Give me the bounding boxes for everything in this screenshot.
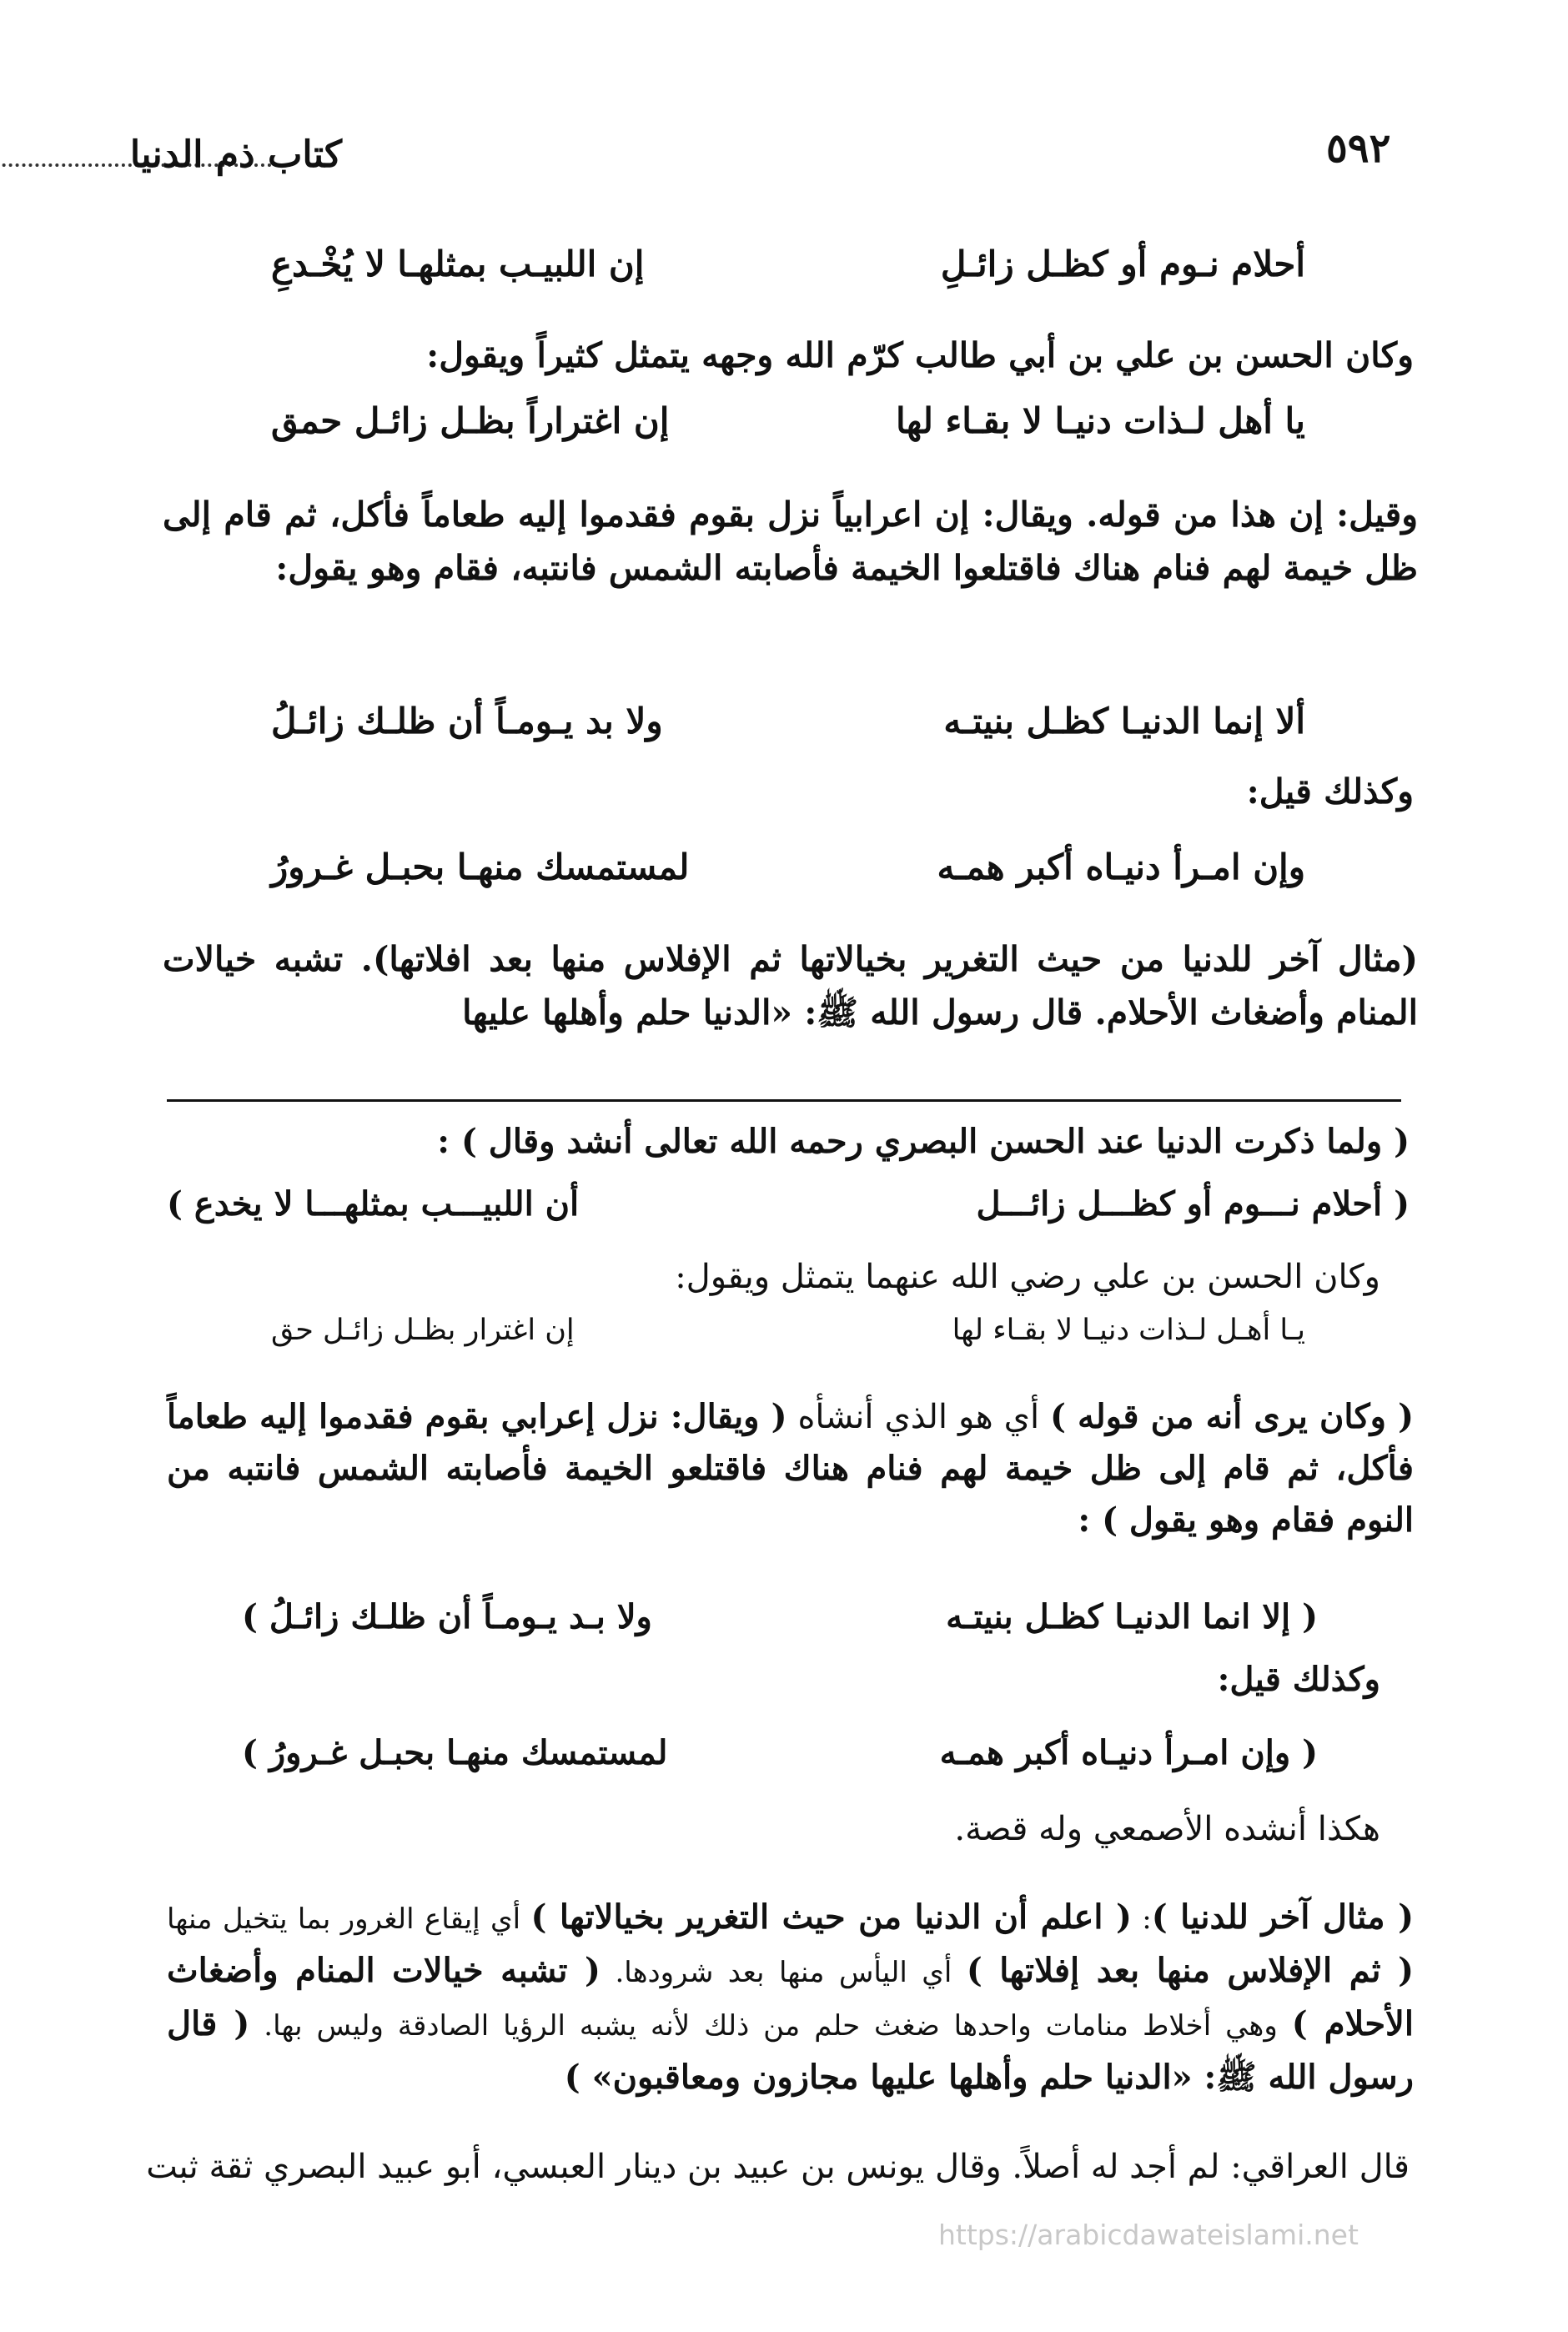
commentary-line-11: قال العراقي: لم أجد له أصلاً. وقال يونس بن عبيد بن دينار العبسي، أبو عبيد البصري ثقة ثبت (146, 2148, 1410, 2186)
commentary-quote: ( ثم الإفلاس منها بعد إفلاتها ) (966, 1951, 1414, 1990)
verse-hemistich-left: أن اللبيـــب بمثلهـــا لا يخدع ) (167, 1184, 580, 1224)
commentary-quote: ( وكان يرى أنه من قوله ) (1049, 1397, 1415, 1436)
verse-hemistich-right: يـا أهـل لـذات دنيـا لا بقـاء لها (952, 1314, 1305, 1347)
verse-hemistich-left: ولا بـد يـومـاً أن ظلـك زائـلُ ) (242, 1597, 652, 1636)
verse-hemistich-left: لمستمسك منهـا بحبـل غـرورُ ) (242, 1733, 668, 1772)
commentary-gloss: وهي أخلاط منامات واحدها ضغث حلم من ذلك لأنه يشبه الرؤيا الصادقة وليس بها. (249, 2009, 1292, 2043)
paragraph-2: وقيل: إن هذا من قوله. ويقال: إن اعرابياً نزل بقوم فقدموا إليه طعاماً فأكل، ثم قام إلى ظل خيمة لهم فنام هناك فاقتلعوا الخيمة فأصابته الشمس فانتبه، فقام وهو يقول: (163, 495, 1418, 588)
commentary-verse-1 (167, 1184, 1410, 1234)
running-title: كتاب ذم الدنيا (129, 133, 342, 176)
verse-hemistich-right: يا أهل لـذات دنيـا لا بقـاء لها (895, 400, 1305, 441)
verse-2 (271, 400, 1305, 450)
verse-hemistich-right: ألا إنما الدنيـا كظـل بنيتـه (943, 701, 1305, 741)
footnote-divider (167, 1099, 1401, 1102)
verse-hemistich-right: وإن امـرأ دنيـاه أكبر همـه (937, 847, 1305, 887)
commentary-quote: ( تشبه خيالات المنام وأضغاث الأحلام ) (167, 1951, 1414, 2043)
commentary-verse-4 (242, 1733, 1318, 1783)
commentary-gloss: : (1131, 1902, 1152, 1936)
verse-hemistich-right: ( وإن امـرأ دنيـاه أكبر همـه (939, 1733, 1318, 1772)
verse-3 (271, 701, 1305, 751)
commentary-line-7: وكذلك قيل: (1217, 1660, 1380, 1699)
verse-hemistich-left: إن اغترار بظـل زائـل حق (271, 1314, 575, 1347)
verse-hemistich-left: إن اغتراراً بظـل زائـل حمق (271, 400, 670, 441)
page-number: ٥٩٢ (1326, 125, 1391, 172)
commentary-paragraph-1 (167, 1391, 1414, 1546)
commentary-gloss: أي هو الذي أنشأه (787, 1398, 1050, 1436)
paragraph-4: (مثال آخر للدنيا من حيث التغرير بخيالاتها ثم الإفلاس منها بعد افلاتها). تشبه خيالات المنام وأضغاث الأحلام. قال رسول الله ﷺ: «الدنيا حلم وأهلها عليها (163, 939, 1418, 1033)
verse-hemistich-right: ( إلا انما الدنيـا كظـل بنيتـه (946, 1597, 1318, 1636)
commentary-gloss: أي إيقاع الغرور بما يتخيل منها (167, 1902, 531, 1936)
commentary-line-1: ( ولما ذكرت الدنيا عند الحسن البصري رحمه الله تعالى أنشد وقال ) : (437, 1122, 1410, 1161)
commentary-quote: ( مثال آخر للدنيا ) (1151, 1897, 1415, 1937)
commentary-gloss: أي اليأس منها بعد شرودها. (600, 1956, 967, 1989)
paragraph-1: وكان الحسن بن علي بن أبي طالب كرّم الله وجهه يتمثل كثيراً ويقول: (426, 335, 1414, 375)
verse-hemistich-left: إن اللبيـب بمثلهـا لا يُخْـدعِ (271, 244, 645, 284)
verse-hemistich-right: أحلام نـوم أو كظـل زائـلِ (940, 244, 1305, 284)
verse-hemistich-left: لمستمسك منهـا بحبـل غـرورُ (271, 847, 690, 887)
commentary-verse-2 (271, 1314, 1305, 1360)
verse-hemistich-right: ( أحلام نـــوم أو كظـــل زائـــل (976, 1184, 1410, 1224)
commentary-line-3: وكان الحسن بن علي رضي الله عنهما يتمثل ويقول: (675, 1258, 1380, 1296)
verse-4 (271, 847, 1305, 897)
verse-hemistich-left: ولا بد يـومـاً أن ظلـك زائـلُ (271, 701, 663, 741)
commentary-verse-3 (242, 1597, 1318, 1647)
commentary-line-9: هكذا أنشده الأصمعي وله قصة. (954, 1810, 1380, 1848)
commentary-quote: ( قال رسول الله ﷺ: «الدنيا حلم وأهلها عليها مجازون ومعاقبون» ) (167, 2004, 1414, 2097)
watermark-url: https://arabicdawateislami.net (938, 2219, 1359, 2251)
commentary-quote: ( ويقال: نزل إعرابي بقوم فقدموا إليه طعاماً فأكل، ثم قام إلى ظل خيمة لهم فنام هناك فاقتلعو الخيمة فأصابته الشمس فانتبه من النوم فقام وهو يقول ) : (167, 1397, 1414, 1540)
paragraph-3: وكذلك قيل: (1246, 771, 1414, 812)
commentary-quote: ( اعلم أن الدنيا من حيث التغرير بخيالاتها ) (530, 1897, 1132, 1937)
verse-1 (271, 244, 1305, 294)
commentary-paragraph-2 (167, 1892, 1414, 2103)
